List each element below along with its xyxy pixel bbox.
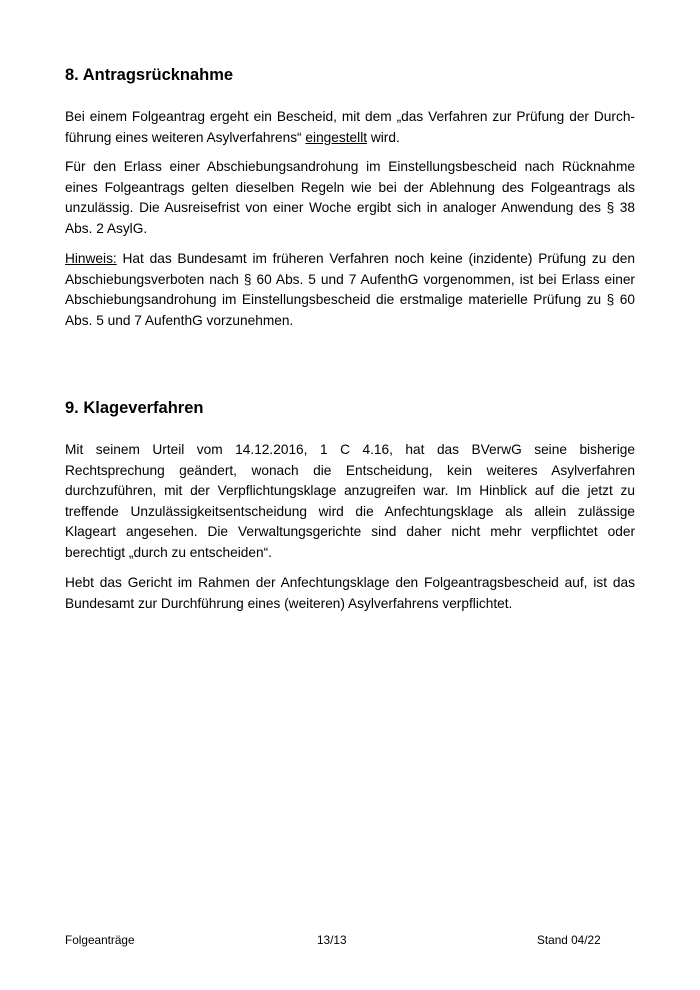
text-line: Bei einem Folgeantrag ergeht ein Bescheid, mit dem „das Verfahren zur Prüfung der Durch- (65, 109, 635, 124)
section-9-paragraph-1 (65, 440, 635, 563)
text-line: Hebt das Gericht im Rahmen der Anfechtungsklage den Folgeantragsbescheid auf, ist das (65, 575, 635, 590)
text-line: Abschiebungsverboten nach § 60 Abs. 5 und 7 AufenthG vorgenommen, ist bei Erlass einer (65, 271, 635, 287)
text-segment: führung eines weiteren Asylverfahrens“ (65, 129, 306, 145)
text-line: durchzuführen, mit der Verpflichtungsklage anzugreifen war. Im Hinblick auf die jetzt zu (65, 483, 635, 498)
section-9-heading: 9. Klageverfahren (65, 399, 204, 417)
text-line: eines Folgeantrags gelten dieselben Regeln wie bei der Ablehnung des Folgeantrags als (65, 179, 635, 195)
text-line: Für den Erlass einer Abschiebungsandrohung im Einstellungsbescheid nach Rücknahme (65, 159, 635, 174)
footer-version-stamp: Stand 04/22 (537, 933, 601, 947)
text-line: Rechtsprechung geändert, wonach die Entscheidung, kein weiteres Asylverfahren (65, 462, 635, 478)
text-line: Klageart angesehen. Die Verwaltungsgerichte sind daher nicht mehr verpflichtet oder (65, 524, 635, 539)
section-8-paragraph-1 (65, 107, 635, 148)
text-line: Abschiebungsandrohung im Einstellungsbescheid die erstmalige materielle Prüfung zu § 60 (65, 292, 635, 307)
text-line: Abs. 2 AsylG. (65, 220, 148, 236)
note-label: Hinweis: (65, 251, 117, 266)
underlined-term-eingestellt: eingestellt (305, 129, 368, 145)
text-line: unzulässig. Die Ausreisefrist von einer Woche ergibt sich in analoger Anwendung des § 38 (65, 200, 635, 215)
section-8-heading: 8. Antragsrücknahme (65, 66, 234, 84)
text-line: Mit seinem Urteil vom 14.12.2016, 1 C 4.16, hat das BVerwG seine bisherige (65, 442, 635, 457)
footer-document-title: Folgeanträge (65, 933, 135, 947)
text-line: Bundesamt zur Durchführung eines (weiteren) Asylverfahrens verpflichtet. (65, 595, 513, 611)
footer-page-number: 13/13 (317, 933, 347, 947)
text-line: berechtigt „durch zu entscheiden“. (65, 544, 272, 560)
text-line: treffende Unzulässigkeitsentscheidung wird die Anfechtungsklage als allein zulässige (65, 503, 635, 519)
section-9-paragraph-2 (65, 573, 635, 614)
text-segment: wird. (367, 129, 400, 145)
text-line (65, 249, 635, 270)
section-8-paragraph-2 (65, 157, 635, 239)
text-line: Abs. 5 und 7 AufenthG vorzunehmen. (65, 312, 294, 328)
text-segment: Hat das Bundesamt im früheren Verfahren noch keine (inzidente) Prüfung zu den (116, 251, 635, 266)
section-8-note-paragraph (65, 249, 635, 331)
text-line (65, 128, 635, 149)
